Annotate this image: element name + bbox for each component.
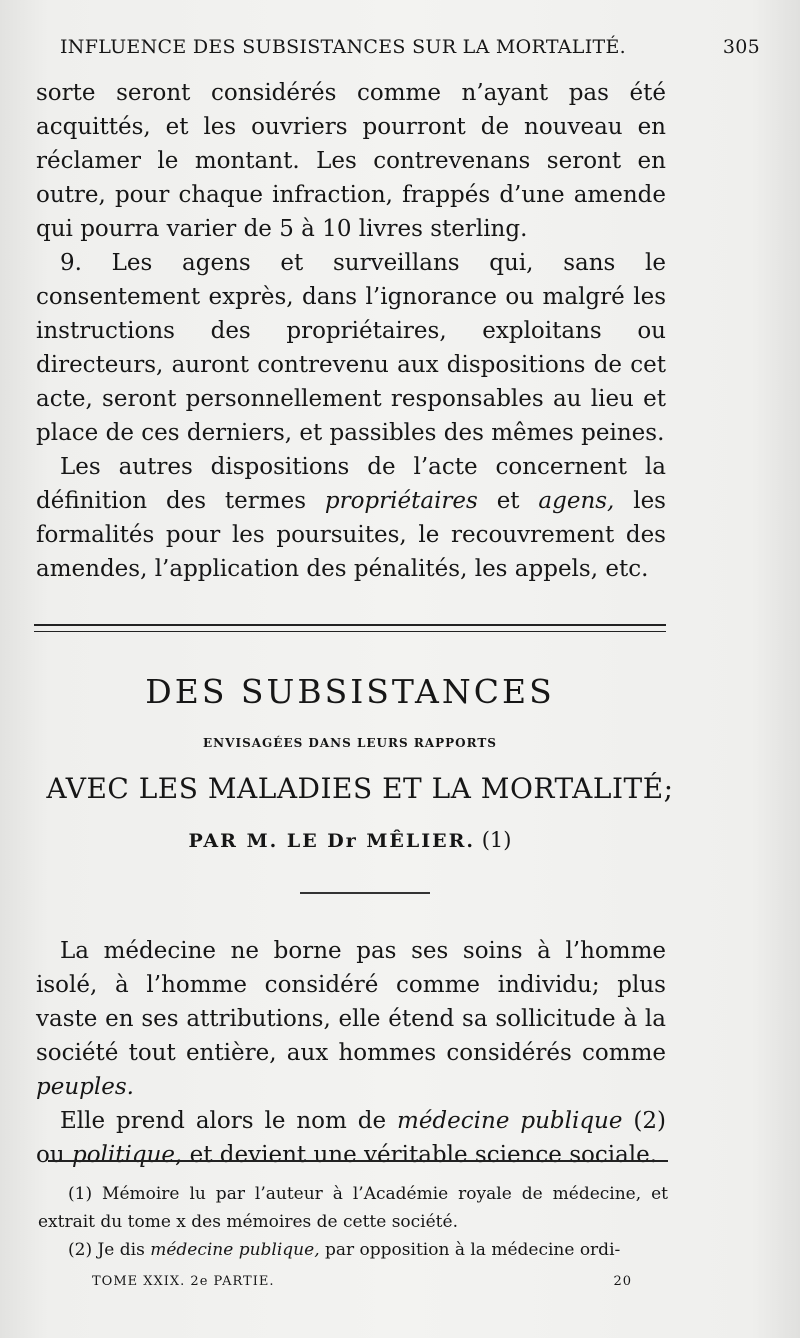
article-subtitle: ENVISAGÉES DANS LEURS RAPPORTS	[203, 736, 497, 750]
paragraph-public-medicine: Elle prend alors le nom de médecine publique (2) ou politique, et devient une véritable science sociale.	[36, 1108, 666, 1168]
emphasis-peuples: peuples.	[36, 1074, 134, 1100]
body-text-bottom	[36, 934, 666, 1172]
signature-line	[92, 1274, 632, 1289]
emphasis-medecine-publique: médecine publique	[397, 1108, 623, 1134]
paragraph-continued: sorte seront considérés comme n’ayant pas été acquittés, et les ouvriers pourront de nouveau en réclamer le montant. Les contrevenans seront en outre, pour chaque infraction, frappés d’une amende qui pourra varier de 5 à 10 livres sterling.	[36, 80, 666, 242]
emphasis-politique: politique	[71, 1142, 176, 1168]
volume-label: TOME XXIX. 2e PARTIE.	[92, 1274, 275, 1289]
footnote-2: (2) Je dis médecine publique, par opposition à la médecine ordi-	[68, 1240, 621, 1260]
footnote-1: (1) Mémoire lu par l’auteur à l’Académie royale de médecine, et extrait du tome x des mémoires de cette société.	[38, 1184, 668, 1232]
footnote-rule	[48, 1160, 668, 1162]
article-title-line2: AVEC LES MALADIES ET LA MORTALITÉ;	[46, 772, 674, 805]
footnotes	[38, 1180, 668, 1264]
paragraph-other-provisions: Les autres dispositions de l’acte concernent la définition des termes propriétaires et agens, les formalités pour les poursuites, le recouvrement des amendes, l’application des pénalités, les appels, etc.	[36, 454, 666, 582]
emphasis-proprietaires: propriétaires	[324, 488, 478, 514]
section-double-rule	[34, 624, 666, 632]
running-head-title: INFLUENCE DES SUBSISTANCES SUR LA MORTALITÉ.	[60, 36, 626, 58]
article-author	[0, 828, 700, 852]
title-separator-rule	[300, 892, 430, 894]
author-name: PAR M. LE Dr MÊLIER.	[188, 830, 476, 852]
running-head	[60, 36, 760, 58]
article-title: DES SUBSISTANCES	[145, 672, 555, 711]
emphasis-footnote-medecine-publique: médecine publique,	[150, 1240, 320, 1260]
signature-mark: 20	[613, 1274, 632, 1289]
body-text-top	[36, 76, 666, 586]
footnote-ref-1: (1)	[481, 828, 512, 852]
paragraph-medicine: La médecine ne borne pas ses soins à l’homme isolé, à l’homme considéré comme individu; plus vaste en ses attributions, elle étend sa sollicitude à la société tout entière, aux hommes considérés comme peuples.	[36, 938, 666, 1100]
emphasis-agens: agens,	[538, 488, 615, 514]
paragraph-article-9: 9. Les agens et surveillans qui, sans le consentement exprès, dans l’ignorance ou malgré les instructions des propriétaires, exploitans ou directeurs, auront contrevenu aux dispositions de cet acte, seront personnellement responsables au lieu et place de ces derniers, et passibles des mêmes peines.	[36, 250, 666, 446]
page-number: 305	[722, 36, 760, 58]
